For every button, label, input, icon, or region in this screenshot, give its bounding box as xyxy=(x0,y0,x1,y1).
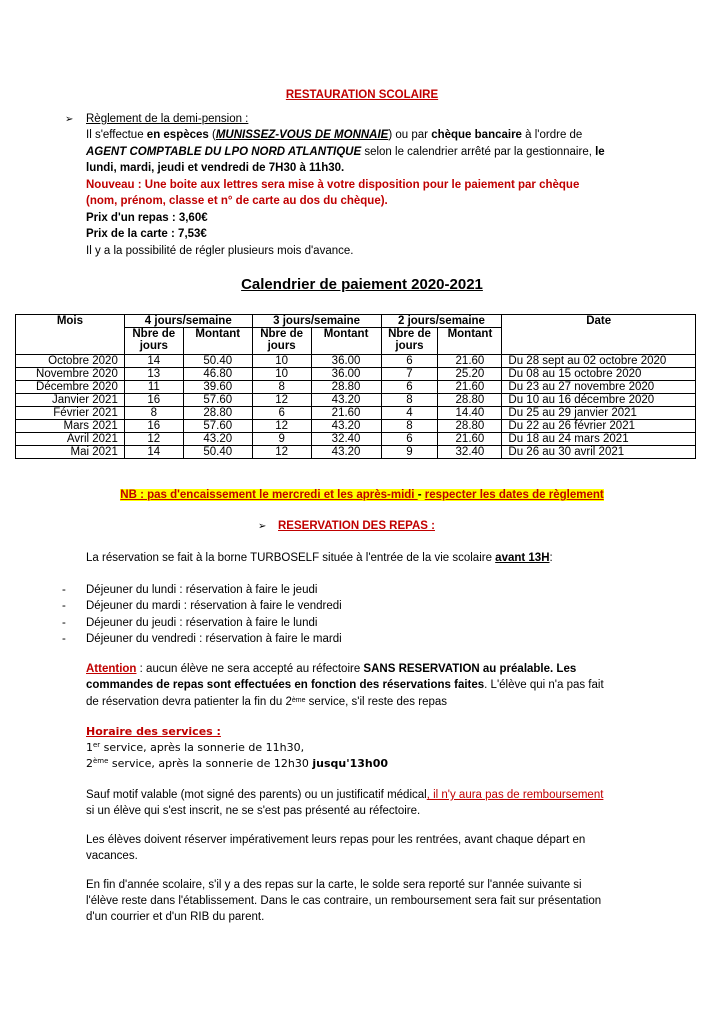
table-cell: Du 22 au 26 février 2021 xyxy=(502,420,696,433)
table-cell: 43.20 xyxy=(311,446,381,459)
reglement-line-1: Il s'effectue en espèces (MUNISSEZ-VOUS DE MONNAIE) ou par chèque bancaire à l'ordre de xyxy=(86,129,583,141)
reglement-avance: Il y a la possibilité de régler plusieurs mois d'avance. xyxy=(86,245,354,257)
table-cell: 43.20 xyxy=(183,433,252,446)
table-cell: 36.00 xyxy=(311,355,381,368)
subheader-montant: Montant xyxy=(438,328,502,355)
table-cell: 8 xyxy=(124,407,183,420)
subheader-nbre: Nbre de jours xyxy=(124,328,183,355)
fin-annee-line-1: En fin d'année scolaire, s'il y a des repas sur la carte, le solde sera reporté sur l'année suivante si xyxy=(86,879,582,891)
service-2: 2ème service, après la sonnerie de 12h30 jusqu'13h00 xyxy=(86,757,389,770)
table-cell: 28.80 xyxy=(183,407,252,420)
table-cell: Décembre 2020 xyxy=(16,381,125,394)
table-cell: Janvier 2021 xyxy=(16,394,125,407)
table-cell: 12 xyxy=(252,394,311,407)
table-row xyxy=(16,407,696,420)
header-mois: Mois xyxy=(16,315,125,355)
table-cell: 39.60 xyxy=(183,381,252,394)
table-cell: 28.80 xyxy=(311,381,381,394)
table-cell: 32.40 xyxy=(438,446,502,459)
list-item: Déjeuner du mardi : réservation à faire le vendredi xyxy=(86,600,342,612)
prix-carte: Prix de la carte : 7,53€ xyxy=(86,228,207,240)
table-cell: 12 xyxy=(124,433,183,446)
header-4-jours: 4 jours/semaine xyxy=(124,315,252,328)
calendar-table xyxy=(15,314,696,459)
table-cell: 4 xyxy=(381,407,438,420)
table-cell: 8 xyxy=(381,420,438,433)
table-cell: 21.60 xyxy=(311,407,381,420)
table-cell: Du 28 sept au 02 octobre 2020 xyxy=(502,355,696,368)
reglement-nouveau: Nouveau : Une boite aux lettres sera mise à votre disposition pour le paiement par chèque xyxy=(86,179,580,191)
table-cell: Février 2021 xyxy=(16,407,125,420)
table-cell: Du 18 au 24 mars 2021 xyxy=(502,433,696,446)
table-cell: 8 xyxy=(381,394,438,407)
table-cell: 16 xyxy=(124,394,183,407)
table-cell: 28.80 xyxy=(438,420,502,433)
table-cell: 21.60 xyxy=(438,433,502,446)
table-cell: 32.40 xyxy=(311,433,381,446)
table-cell: Du 10 au 16 décembre 2020 xyxy=(502,394,696,407)
header-date: Date xyxy=(502,315,696,355)
table-cell: Du 08 au 15 octobre 2020 xyxy=(502,368,696,381)
table-header-row xyxy=(16,315,696,328)
table-cell: 16 xyxy=(124,420,183,433)
list-dash: - xyxy=(62,633,66,645)
attention-line-3: de réservation devra patienter la fin du 2ème service, s'il reste des repas xyxy=(86,696,448,708)
remboursement-line-1: Sauf motif valable (mot signé des parents) ou un justificatif médical, il n'y aura pas de remboursement xyxy=(86,789,604,801)
table-cell: Octobre 2020 xyxy=(16,355,125,368)
table-cell: Mars 2021 xyxy=(16,420,125,433)
fin-annee-line-2: l'élève reste dans l'établissement. Dans le cas contraire, un remboursement sera fait sur présentation xyxy=(86,895,602,907)
table-cell: 7 xyxy=(381,368,438,381)
horaire-heading: Horaire des services : xyxy=(86,725,221,738)
table-cell: 14 xyxy=(124,355,183,368)
table-cell: 46.80 xyxy=(183,368,252,381)
table-cell: Du 23 au 27 novembre 2020 xyxy=(502,381,696,394)
table-cell: 6 xyxy=(381,355,438,368)
table-cell: 21.60 xyxy=(438,381,502,394)
list-item: Déjeuner du lundi : réservation à faire le jeudi xyxy=(86,584,318,596)
fin-annee-line-3: d'un courrier et d'un RIB du parent. xyxy=(86,911,265,923)
remboursement-line-2: si un élève qui s'est inscrit, ne se s'est pas présenté au réfectoire. xyxy=(86,805,421,817)
prix-repas: Prix d'un repas : 3,60€ xyxy=(86,212,208,224)
reglement-line-2: AGENT COMPTABLE DU LPO NORD ATLANTIQUE selon le calendrier arrêté par la gestionnaire, le xyxy=(86,146,605,158)
table-cell: 12 xyxy=(252,420,311,433)
table-row xyxy=(16,420,696,433)
table-cell: 14.40 xyxy=(438,407,502,420)
table-cell: 13 xyxy=(124,368,183,381)
bullet-arrow-icon: ➢ xyxy=(65,114,74,125)
reglement-heading: Règlement de la demi-pension : xyxy=(86,113,249,125)
reglement-nouveau-2: (nom, prénom, classe et n° de carte au dos du chèque). xyxy=(86,195,388,207)
table-cell: 10 xyxy=(252,368,311,381)
table-cell: 57.60 xyxy=(183,420,252,433)
table-row xyxy=(16,433,696,446)
table-cell: 6 xyxy=(381,433,438,446)
table-row xyxy=(16,368,696,381)
table-cell: Mai 2021 xyxy=(16,446,125,459)
reservation-intro: La réservation se fait à la borne TURBOSELF située à l'entrée de la vie scolaire avant 13H: xyxy=(86,552,553,564)
table-row xyxy=(16,394,696,407)
table-cell: 8 xyxy=(252,381,311,394)
header-2-jours: 2 jours/semaine xyxy=(381,315,502,328)
table-cell: 25.20 xyxy=(438,368,502,381)
table-cell: 9 xyxy=(381,446,438,459)
attention-line-2: commandes de repas sont effectuées en fonction des réservations faites. L'élève qui n'a pas fait xyxy=(86,679,604,691)
nb-notice: NB : pas d'encaissement le mercredi et les après-midi - respecter les dates de règlement xyxy=(120,489,604,501)
table-cell: 36.00 xyxy=(311,368,381,381)
table-cell: 6 xyxy=(252,407,311,420)
table-cell: 12 xyxy=(252,446,311,459)
table-cell: 14 xyxy=(124,446,183,459)
page-title: RESTAURATION SCOLAIRE xyxy=(285,89,439,101)
list-item: Déjeuner du vendredi : réservation à faire le mardi xyxy=(86,633,342,645)
table-cell: Novembre 2020 xyxy=(16,368,125,381)
rentrees-line-1: Les élèves doivent réserver impérativement leurs repas pour les rentrées, avant chaque départ en xyxy=(86,834,586,846)
bullet-arrow-icon: ➢ xyxy=(258,521,267,532)
table-row xyxy=(16,381,696,394)
table-row xyxy=(16,446,696,459)
list-dash: - xyxy=(62,617,66,629)
table-cell: 6 xyxy=(381,381,438,394)
header-3-jours: 3 jours/semaine xyxy=(252,315,381,328)
table-cell: Du 26 au 30 avril 2021 xyxy=(502,446,696,459)
calendar-title: Calendrier de paiement 2020-2021 xyxy=(241,276,483,293)
service-1: 1er service, après la sonnerie de 11h30, xyxy=(86,741,305,754)
table-cell: 43.20 xyxy=(311,420,381,433)
table-cell: 11 xyxy=(124,381,183,394)
table-cell: 50.40 xyxy=(183,355,252,368)
subheader-nbre: Nbre de jours xyxy=(252,328,311,355)
list-dash: - xyxy=(62,600,66,612)
reservation-heading: RESERVATION DES REPAS : xyxy=(278,520,435,532)
rentrees-line-2: vacances. xyxy=(86,850,138,862)
attention-line-1: Attention : aucun élève ne sera accepté au réfectoire SANS RESERVATION au préalable. Les xyxy=(86,663,577,675)
list-dash: - xyxy=(62,584,66,596)
subheader-montant: Montant xyxy=(183,328,252,355)
subheader-montant: Montant xyxy=(311,328,381,355)
list-item: Déjeuner du jeudi : réservation à faire le lundi xyxy=(86,617,318,629)
reglement-line-3: lundi, mardi, jeudi et vendredi de 7H30 à 11h30. xyxy=(86,162,345,174)
table-row xyxy=(16,355,696,368)
table-cell: 28.80 xyxy=(438,394,502,407)
table-cell: Avril 2021 xyxy=(16,433,125,446)
table-cell: 9 xyxy=(252,433,311,446)
table-cell: Du 25 au 29 janvier 2021 xyxy=(502,407,696,420)
table-cell: 10 xyxy=(252,355,311,368)
table-cell: 21.60 xyxy=(438,355,502,368)
table-cell: 43.20 xyxy=(311,394,381,407)
table-cell: 57.60 xyxy=(183,394,252,407)
table-cell: 50.40 xyxy=(183,446,252,459)
subheader-nbre: Nbre de jours xyxy=(381,328,438,355)
